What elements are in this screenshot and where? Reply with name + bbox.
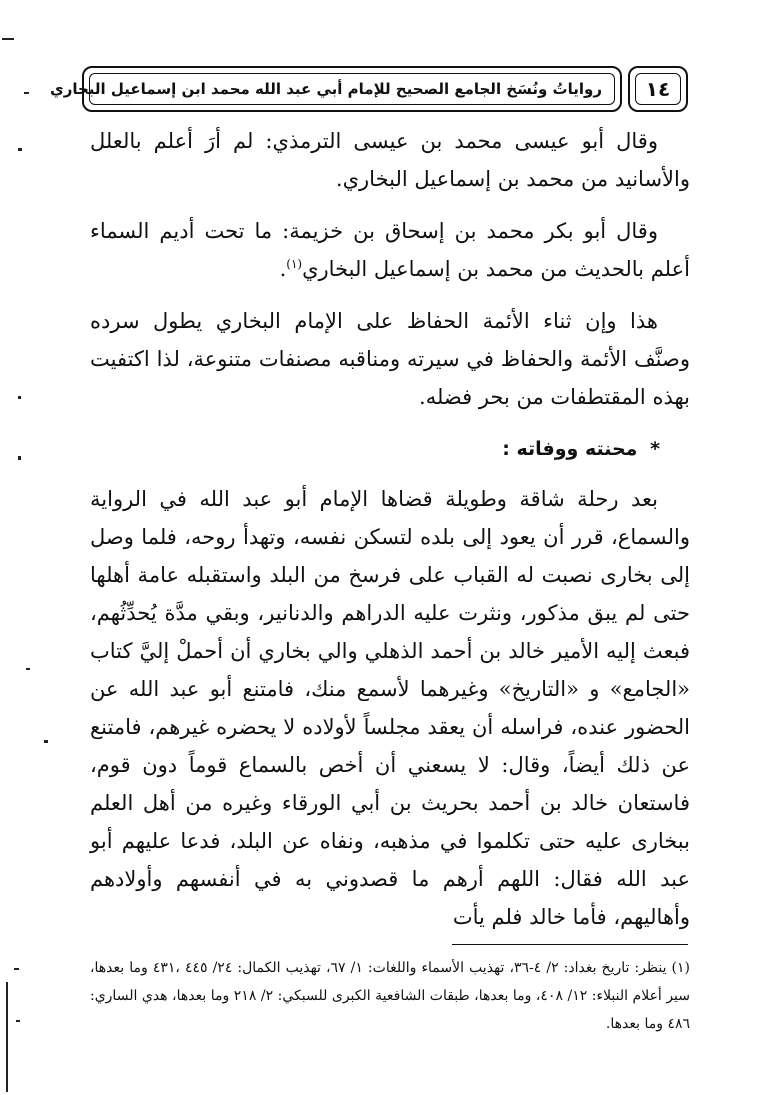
margin-mark — [14, 968, 19, 970]
body-text — [90, 122, 690, 950]
margin-mark — [16, 1020, 20, 1022]
star-icon: * — [650, 438, 660, 460]
running-title: رواياتُ ونُسَخ الجامع الصحيح للإمام أبي عبد الله محمد ابن إسماعيل البخاري — [49, 80, 602, 98]
margin-mark — [44, 740, 48, 743]
header-title-frame — [49, 66, 622, 112]
paragraph-ibn-khuzayma-text: وقال أبو بكر محمد بن إسحاق بن خزيمة: ما تحت أديم السماء أعلم بالحديث من محمد بن إسماعيل البخاري — [90, 219, 690, 281]
footnote: (١) ينظر: تاريخ بغداد: ٢/ ٤-٣٦، تهذيب الأسماء واللغات: ١/ ٦٧، تهذيب الكمال: ٢٤/ ٤٤٥ ،٤٣١ وما بعدها، سير أعلام النبلاء: ١٢/ ٤٠٨، وما بعدها، طبقات الشافعية الكبرى للسبكي: ٢/ ٢١٨ وما بعدها، هدي الساري: ٤٨٦ وما بعدها. — [90, 960, 691, 1032]
paragraph-trial-and-death: بعد رحلة شاقة وطويلة قضاها الإمام أبو عبد الله في الرواية والسماع، قرر أن يعود إلى بلده لتسكن نفسه، وتهدأ روحه، فلما وصل إلى بخارى نصبت له القباب على فرسخ من البلد واستقبله عامة أهلها حتى لم يبق مذكور، ونثرت عليه الدراهم والدنانير، وبقي مدَّة يُحدِّثُهم، فبعث إليه الأمير خالد بن أحمد الذهلي والي بخاري أن أحملْ إليَّ كتاب «الجامع» و «التاريخ» وغيرهما لأسمع منك، فامتنع أبو عبد الله عن الحضور عنده، فراسله أن يعقد مجلساً لأولاده لا يحضره غيرهم، فامتنع عن ذلك أيضاً، وقال: لا يسعني أن أخص بالسماع قوماً دون قوم، فاستعان خالد بن أحمد بحريث بن أبي الورقاء وغيره من أهل العلم ببخارى عليه حتى تكلموا في مذهبه، ونفاه عن البلد، فدعا عليهم أبو عبد الله فقال: اللهم أرهم ما قصدوني به في أنفسهم وأولادهم وأهاليهم، فأما خالد فلم يأت — [90, 487, 690, 929]
margin-mark — [26, 668, 30, 670]
margin-mark — [6, 982, 8, 1092]
margin-mark — [24, 92, 29, 94]
margin-mark — [18, 396, 21, 399]
page-header — [49, 66, 688, 114]
page-number-frame — [628, 66, 688, 112]
footnote-reference: (١) — [286, 257, 303, 271]
section-heading — [90, 430, 690, 468]
margin-mark — [18, 148, 22, 151]
sentence-period: . — [279, 257, 287, 281]
paragraph-tirmidhi: وقال أبو عيسى محمد بن عيسى الترمذي: لم أرَ أعلم بالعلل والأسانيد من محمد بن إسماعيل البخاري. — [90, 129, 690, 191]
paragraph-ibn-khuzayma — [90, 212, 690, 288]
margin-mark — [18, 456, 21, 460]
paragraph-praise-summary: هذا وإن ثناء الأئمة الحفاظ على الإمام البخاري يطول سرده وصنَّف الأئمة والحفاظ في سيرته ومناقبه مصنفات متنوعة، لذا اكتفيت بهذه المقتطفات من بحر فضله. — [90, 309, 690, 409]
footnote-separator — [452, 944, 688, 945]
page-number: ١٤ — [645, 77, 671, 101]
section-heading-text: محنته ووفاته : — [502, 438, 638, 460]
margin-mark — [2, 38, 14, 40]
